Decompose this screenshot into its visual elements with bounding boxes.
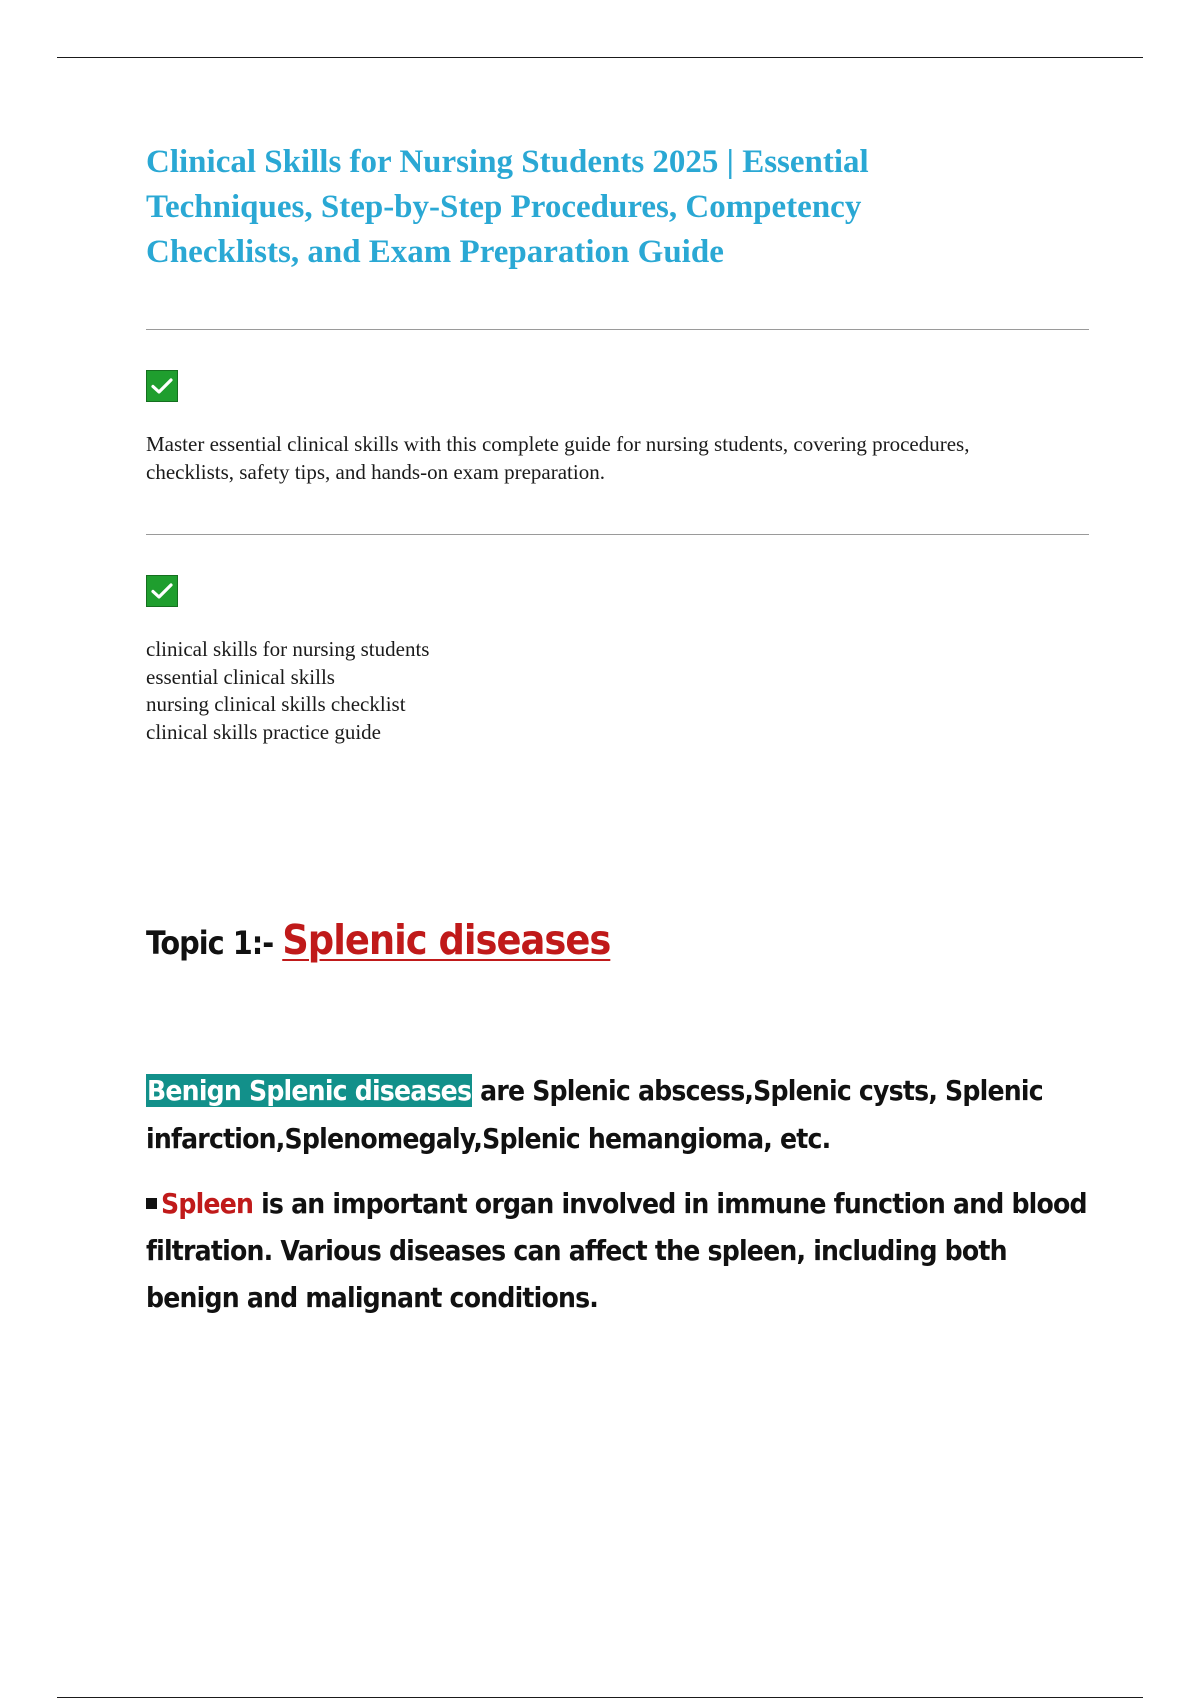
checkbox-checked-icon <box>146 575 178 607</box>
spleen-paragraph <box>146 1180 1091 1321</box>
paragraph-text: is an important organ involved in immune function and blood filtration. Various diseases can affect the spleen, including both benign and malignant conditions. <box>146 1187 1087 1314</box>
keyword-list <box>146 636 429 746</box>
topic-name-link[interactable]: Splenic diseases <box>282 916 611 964</box>
document-summary: Master essential clinical skills with this complete guide for nursing students, covering procedures, checklists, safety tips, and hands-on exam preparation. <box>146 432 970 484</box>
page-top-rule <box>57 57 1143 58</box>
section-divider <box>146 534 1089 535</box>
keyword-item: clinical skills practice guide <box>146 719 381 744</box>
benign-diseases-paragraph <box>146 1067 1091 1163</box>
checkbox-checked-icon <box>146 370 178 402</box>
section-divider <box>146 329 1089 330</box>
highlighted-term: Benign Splenic diseases <box>147 1074 472 1107</box>
paragraph-text: are Splenic abscess,Splenic cysts, Splenic infarction,Splenomegaly,Splenic hemangioma, etc. <box>146 1074 1043 1155</box>
document-title: Clinical Skills for Nursing Students 2025 | Essential Techniques, Step-by-Step Procedures, Competency Checklists, and Exam Preparation Guide <box>146 144 869 270</box>
lead-term: Spleen <box>161 1187 254 1220</box>
bullet-square-icon <box>146 1198 157 1209</box>
topic-heading <box>146 918 610 965</box>
page-bottom-rule <box>57 1697 1143 1698</box>
keyword-item: essential clinical skills <box>146 664 335 689</box>
keyword-item: clinical skills for nursing students <box>146 637 430 661</box>
topic-prefix: Topic 1:- <box>146 924 283 962</box>
keyword-item: nursing clinical skills checklist <box>146 692 406 716</box>
